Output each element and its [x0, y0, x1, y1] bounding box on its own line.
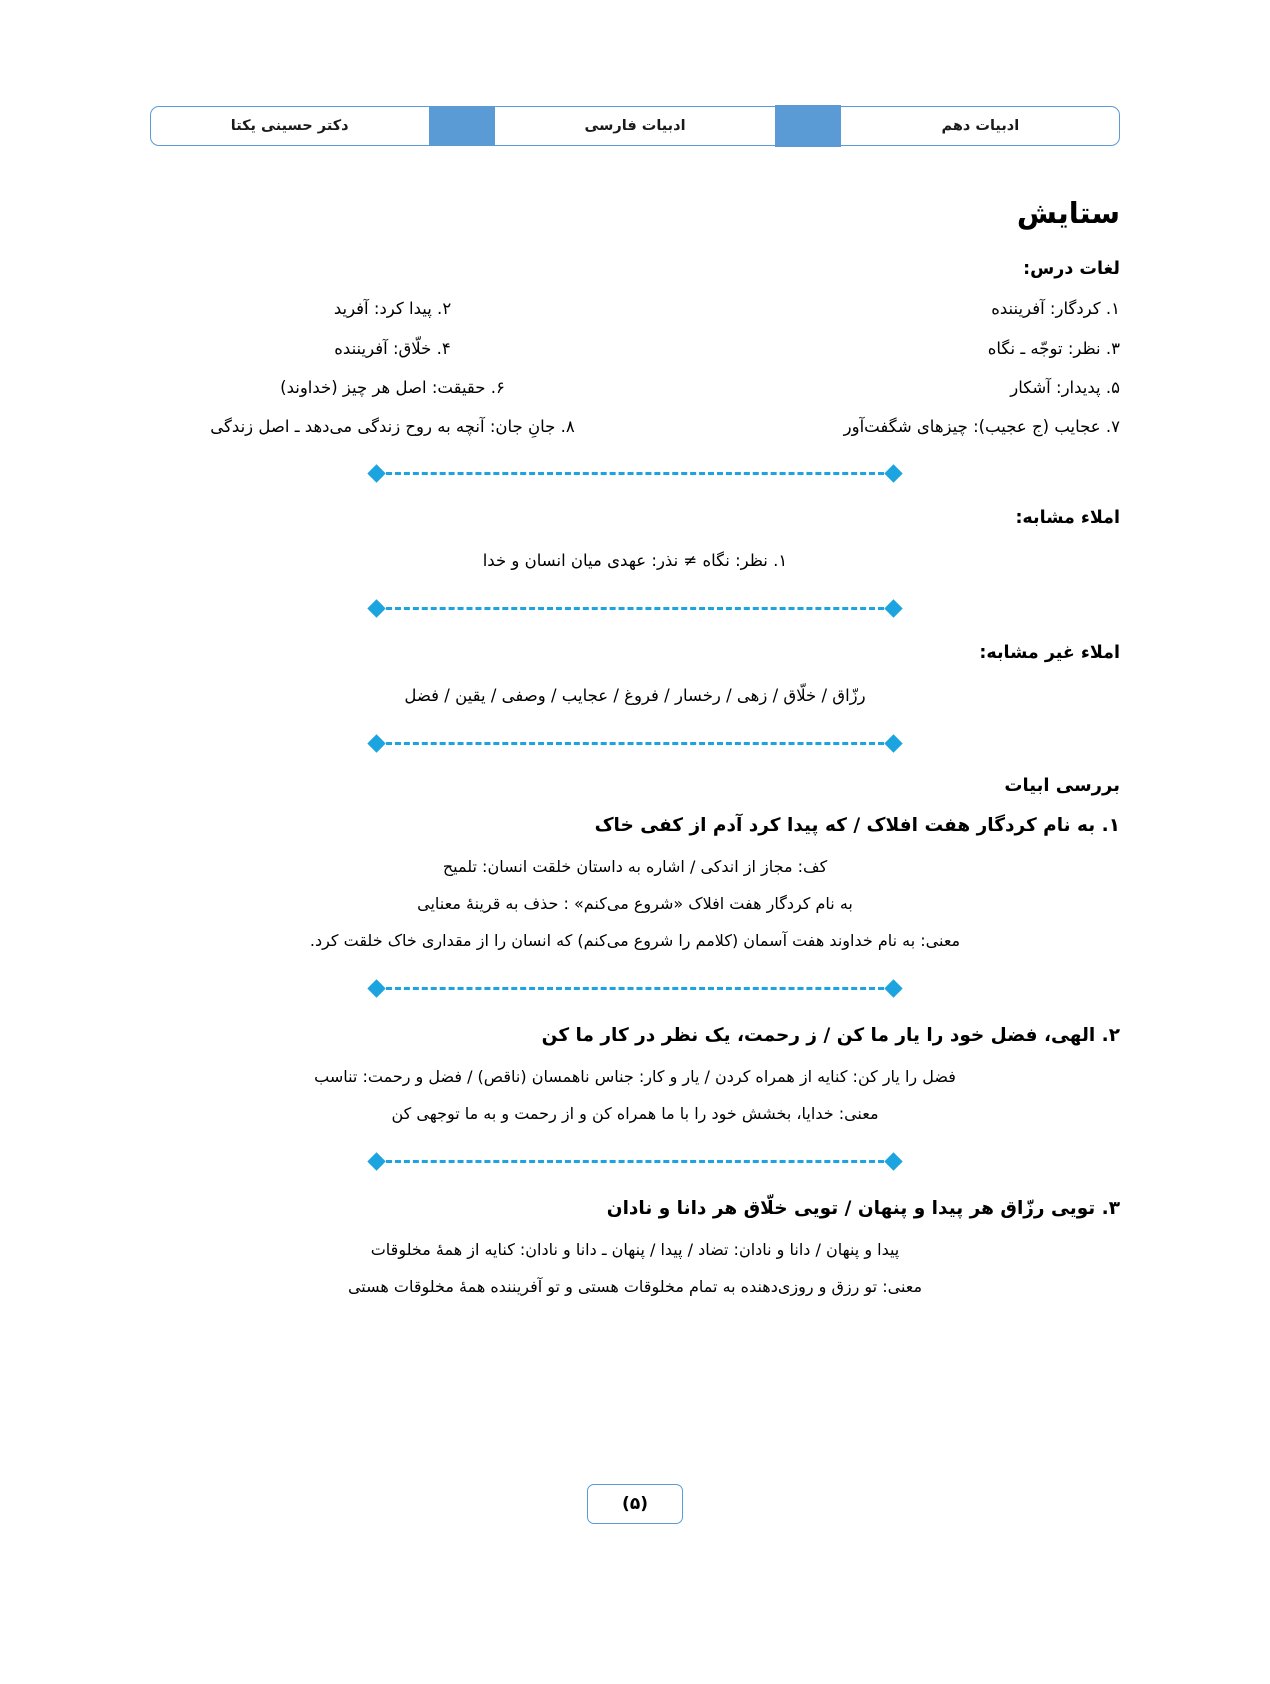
vocabulary-item: ۸. جانِ جان: آنچه به روح زندگی می‌دهد ـ اصل زندگی	[210, 417, 575, 437]
divider-rule	[386, 987, 884, 990]
page-header	[150, 106, 1120, 146]
vocabulary-item: ۳. نظر: توجّه ـ نگاه	[987, 338, 1120, 358]
verse-note: معنی: تو رزق و روزی‌دهنده به تمام مخلوقات هستی و تو آفریننده همهٔ مخلوقات هستی	[347, 1277, 923, 1297]
divider-rule	[386, 742, 884, 745]
verse-note: پیدا و پنهان / دانا و نادان: تضاد / پیدا / پنهان ـ دانا و نادان: کنایه از همهٔ مخلوقات	[370, 1240, 900, 1260]
verse-note: معنی: به نام خداوند هفت آسمان (کلامم را شروع می‌کنم) که انسان را از مقداری خاک خلقت کرد.	[309, 930, 961, 950]
section-divider	[370, 737, 900, 751]
section-divider	[370, 602, 900, 616]
verse-title: ۳. تویی رزّاق هر پیدا و پنهان / تویی خلّاق هر دانا و نادان	[606, 1197, 1120, 1219]
verse-note: فضل را یار کن: کنایه از همراه کردن / یار و کار: جناس ناهمسان (ناقص) / فضل و رحمت: تناسب	[314, 1067, 956, 1087]
vocabulary-list	[150, 296, 1120, 441]
dissimilar-spelling-heading: املاء غیر مشابه:	[979, 642, 1120, 663]
verse-block	[150, 1020, 1120, 1129]
verse-block	[150, 810, 1120, 956]
verse-block	[150, 1193, 1120, 1302]
header-cell-author: دکتر حسینی یکتا	[230, 118, 349, 134]
divider-rule	[386, 607, 884, 610]
vocabulary-item: ۲. پیدا کرد: آفرید	[333, 299, 452, 319]
verse-analysis-heading: بررسی ابیات	[1004, 774, 1120, 796]
diamond-icon	[367, 980, 385, 998]
diamond-icon	[367, 465, 385, 483]
page-number: (۵)	[587, 1484, 683, 1524]
divider-rule	[386, 1160, 884, 1163]
header-cell-course: ادبیات دهم	[941, 118, 1020, 134]
vocabulary-item: ۷. عجایب (ج عجیب): چیزهای شگفت‌آور	[843, 417, 1120, 437]
diamond-icon	[884, 600, 902, 618]
vocabulary-item: ۵. پدیدار: آشکار	[1010, 377, 1120, 397]
verse-title: ۲. الهی، فضل خود را یار ما کن / ز رحمت، یک نظر در کار ما کن	[541, 1024, 1120, 1046]
vocabulary-item: ۱. کردگار: آفریننده	[991, 299, 1120, 319]
vocabulary-heading: لغات درس:	[1023, 258, 1120, 279]
header-cell-subject: ادبیات فارسی	[584, 118, 686, 134]
diamond-icon	[884, 1153, 902, 1171]
vocabulary-item: ۴. خلّاق: آفریننده	[334, 338, 451, 358]
divider-rule	[386, 472, 884, 475]
verse-note: به نام کردگار هفت افلاک «شروع می‌کنم» : حذف به قرینهٔ معنایی	[417, 894, 853, 914]
verse-title: ۱. به نام کردگار هفت افلاک / که پیدا کرد آدم از کفی خاک	[594, 814, 1120, 836]
diamond-icon	[884, 735, 902, 753]
section-divider	[370, 1155, 900, 1169]
page-number-container	[0, 1484, 1270, 1524]
diamond-icon	[367, 1153, 385, 1171]
similar-spelling-item: ۱. نظر: نگاه ≠ نذر: عهدی میان انسان و خدا	[482, 550, 788, 570]
section-divider	[370, 467, 900, 481]
verse-note: معنی: خدایا، بخشش خود را با ما همراه کن و از رحمت و به ما توجهی کن	[391, 1104, 879, 1124]
section-divider	[370, 982, 900, 996]
document-content	[150, 180, 1120, 1302]
vocabulary-item: ۶. حقیقت: اصل هر چیز (خداوند)	[280, 377, 505, 397]
similar-spelling-heading: املاء مشابه:	[1015, 507, 1120, 528]
verse-note: کف: مجاز از اندکی / اشاره به داستان خلقت انسان: تلمیح	[442, 857, 828, 877]
header-separator-left	[775, 105, 841, 147]
diamond-icon	[884, 465, 902, 483]
page-title: ستایش	[1016, 196, 1120, 230]
diamond-icon	[367, 735, 385, 753]
diamond-icon	[367, 600, 385, 618]
header-cells	[150, 106, 1120, 146]
diamond-icon	[884, 980, 902, 998]
header-separator-right	[429, 106, 495, 146]
dissimilar-spelling-item: رزّاق / خلّاق / زهی / رخسار / فروغ / عجایب / وصفی / یقین / فضل	[404, 686, 866, 706]
